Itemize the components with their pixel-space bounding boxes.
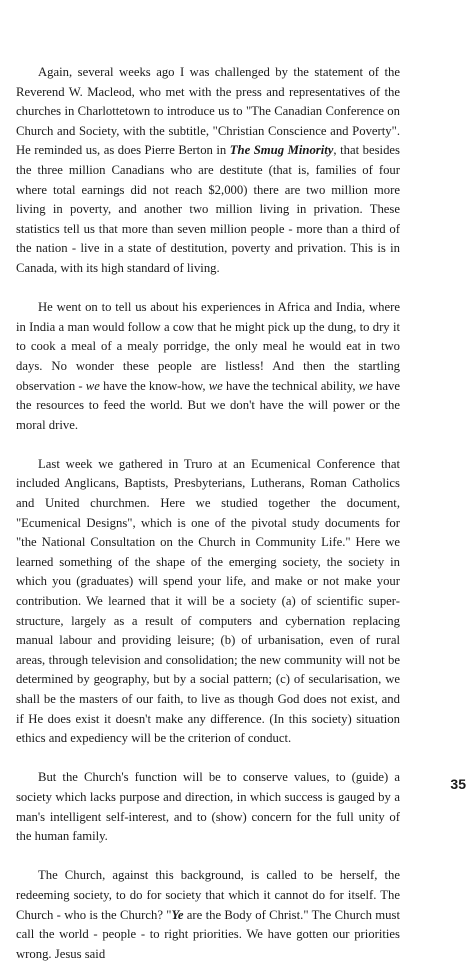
paragraph-2-text-3: have the technical ability, <box>222 378 359 393</box>
paragraph-3-text: Last week we gathered in Truro at an Ecumenical Conference that included Anglicans, Baptists, Presbyterians, Lutherans, Roman Catholics and United churchmen. Here we studied together the document, "Ecumenical Designs", which is one of the pivotal study documents for "the National Consultation on the Church in Community Life." Here we learned something of the shape of the emerging society, the society in which you (graduates) will spend your life, and make or not make your contribution. We learned that it will be a society (a) of scientific super-structure, largely as a result of computers and cybernation replacing manual labour and providing leisure; (b) of urbanisation, even of rural areas, through television and consolidation; the new community will not be determined by geography, but by a social pattern; (c) of secularisation, we shall be the masters of our faith, to live as though God does not exist, and if He does exist it doesn't make any difference. (In this society) situation ethics and expediency will be the criterion of conduct. <box>16 456 400 746</box>
paragraph-2-text: He went on to tell us about his experiences in Africa and India, where in India a man would follow a cow that he might pick up the dung, to dry it to cook a meal of a mealy porridge, the only meal he would eat in two days. No wonder these people are listless! And then the startling observation - <box>16 300 400 393</box>
paragraph-5 <box>16 866 400 964</box>
paragraph-4-text: But the Church's function will be to conserve values, to (guide) a society which lacks purpose and direction, in which success is gauged by a man's intelligent self-interest, and to (show) concern for the full unity of the human family. <box>16 770 400 844</box>
emphasis-ye: Ye <box>171 907 184 922</box>
paragraph-2 <box>16 298 400 435</box>
emphasis-we-3: we <box>358 378 373 393</box>
paragraph-1-text-cont: , that besides the three million Canadians who are destitute (that is, families of four where total earnings did not reach $2,000) there are two million more living in poverty, and another two million living in privation. These statistics tell us that more than seven million people - more than a third of the nation - live in a state of destitution, poverty and privation. This is in Canada, with its high standard of living. <box>16 143 400 275</box>
paragraph-5-text: The Church, against this background, is called to be herself, the redeeming society, to do for society that which it cannot do for itself. The Church - who is the Church? " <box>16 868 400 922</box>
paragraph-5-text-cont: are the Body of Christ." The Church must call the world - people - to right priorities. We have gotten our priorities wrong. Jesus said <box>16 907 400 961</box>
body-text <box>16 63 400 964</box>
paragraph-1-text: Again, several weeks ago I was challenged by the statement of the Reverend W. Macleod, who met with the press and representatives of the churches in Charlottetown to introduce us to "The Canadian Conference on Church and Society, with the subtitle, "Christian Conscience and Poverty". He reminded us, as does Pierre Berton in <box>16 65 400 158</box>
emphasis-we-2: we <box>208 378 223 393</box>
book-title-smug-minority: The Smug Minority <box>229 143 334 158</box>
page-number: 35 <box>450 776 466 792</box>
paragraph-4 <box>16 768 400 846</box>
paragraph-2-text-2: have the know-how, <box>99 378 209 393</box>
paragraph-3 <box>16 455 400 749</box>
emphasis-we-1: we <box>85 378 100 393</box>
paragraph-1 <box>16 63 400 279</box>
paragraph-2-text-4: have the resources to feed the world. But we don't have the will power or the moral drive. <box>16 378 400 432</box>
